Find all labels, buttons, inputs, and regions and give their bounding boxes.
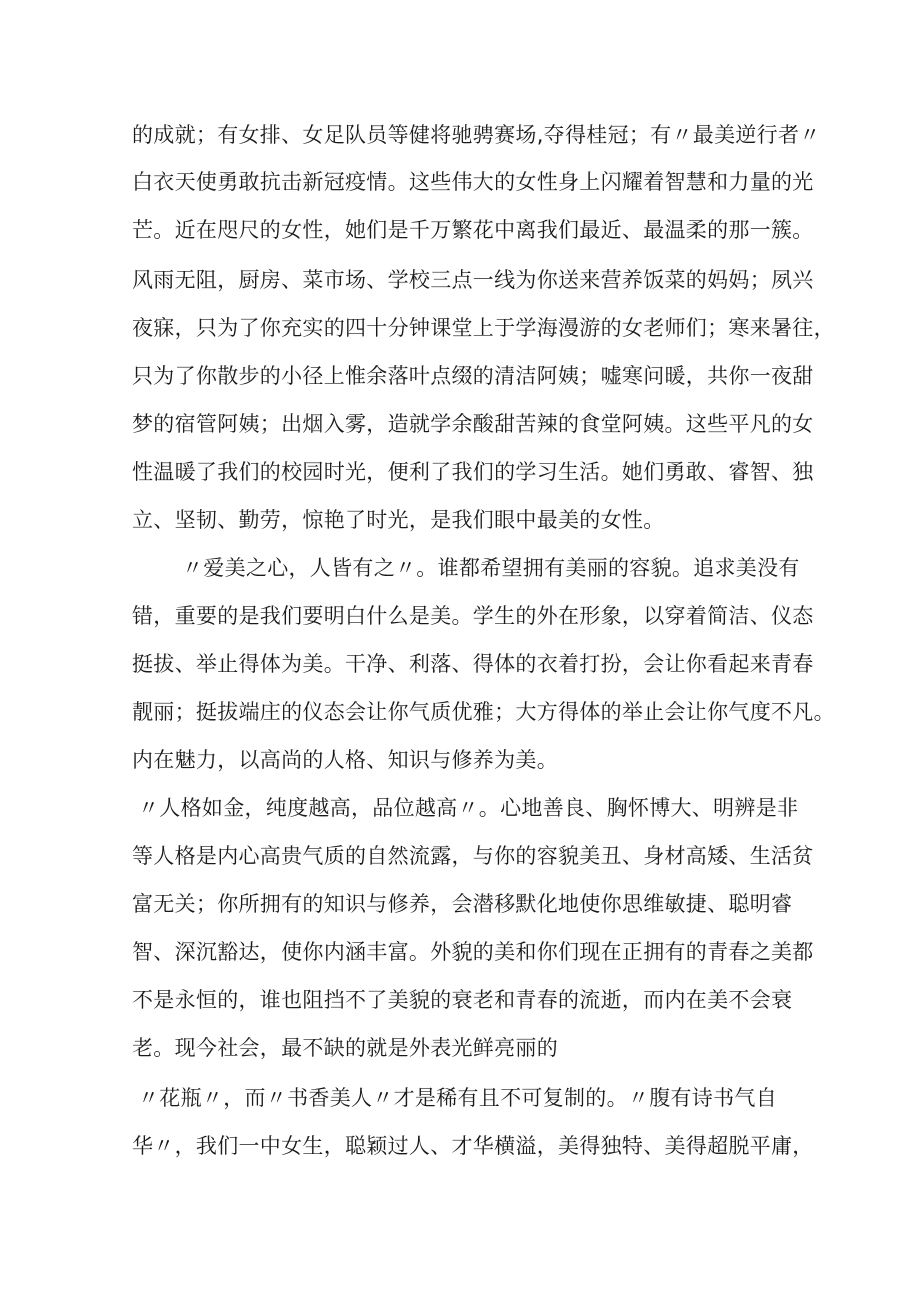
paragraph-line: 风雨无阻，厨房、菜市场、学校三点一线为你送来营养饭菜的妈妈；夙兴 [132,268,814,292]
paragraph-line: 华〃，我们一中女生，聪颖过人、才华横溢，美得独特、美得超脱平庸， [132,1134,814,1158]
paragraph-line: 的成就；有女排、女足队员等健将驰骋赛场,夺得桂冠；有〃最美逆行者〃 [132,123,821,147]
paragraph-line: 〃爱美之心，人皆有之〃。谁都希望拥有美丽的容貌。追求美没有 [182,556,800,580]
paragraph-line: 芒。近在咫尺的女性，她们是千万繁花中离我们最近、最温柔的那一簇。 [132,218,814,242]
paragraph-line: 〃人格如金，纯度越高，品位越高〃。心地善良、胸怀博大、明辨是非 [138,796,799,820]
paragraph-line: 白衣天使勇敢抗击新冠疫情。这些伟大的女性身上闪耀着智慧和力量的光 [132,170,814,194]
paragraph-line: 性温暖了我们的校园时光，便利了我们的学习生活。她们勇敢、睿智、独 [132,460,814,484]
paragraph-line: 内在魅力，以高尚的人格、知识与修养为美。 [132,748,558,772]
paragraph-line: 等人格是内心高贵气质的自然流露，与你的容貌美丑、身材高矮、生活贫 [132,844,814,868]
paragraph-line: 靓丽；挺拔端庄的仪态会让你气质优雅；大方得体的举止会让你气度不凡。 [132,700,835,724]
paragraph-line: 智、深沉豁达，使你内涵丰富。外貌的美和你们现在正拥有的青春之美都 [132,940,814,964]
paragraph-line: 错，重要的是我们要明白什么是美。学生的外在形象，以穿着简洁、仪态 [132,604,814,628]
paragraph-line: 〃花瓶〃，而〃书香美人〃才是稀有且不可复制的。〃腹有诗书气自 [138,1086,777,1110]
paragraph-line: 立、坚韧、勤劳，惊艳了时光，是我们眼中最美的女性。 [132,508,665,532]
paragraph-line: 挺拔、举止得体为美。干净、利落、得体的衣着打扮，会让你看起来青春 [132,652,814,676]
paragraph-line: 富无关；你所拥有的知识与修养，会潜移默化地使你思维敏捷、聪明睿 [132,892,793,916]
paragraph-line: 不是永恒的，谁也阻挡不了美貌的衰老和青春的流逝，而内在美不会衰 [132,988,793,1012]
paragraph-line: 只为了你散步的小径上惟余落叶点缀的清洁阿姨；嘘寒问暖，共你一夜甜 [132,364,814,388]
paragraph-line: 梦的宿管阿姨；出烟入雾，造就学余酸甜苦辣的食堂阿姨。这些平凡的女 [132,412,814,436]
paragraph-line: 夜寐，只为了你充实的四十分钟课堂上于学海漫游的女老师们；寒来暑往， [132,316,835,340]
paragraph-line: 老。现今社会，最不缺的就是外表光鲜亮丽的 [132,1036,558,1060]
